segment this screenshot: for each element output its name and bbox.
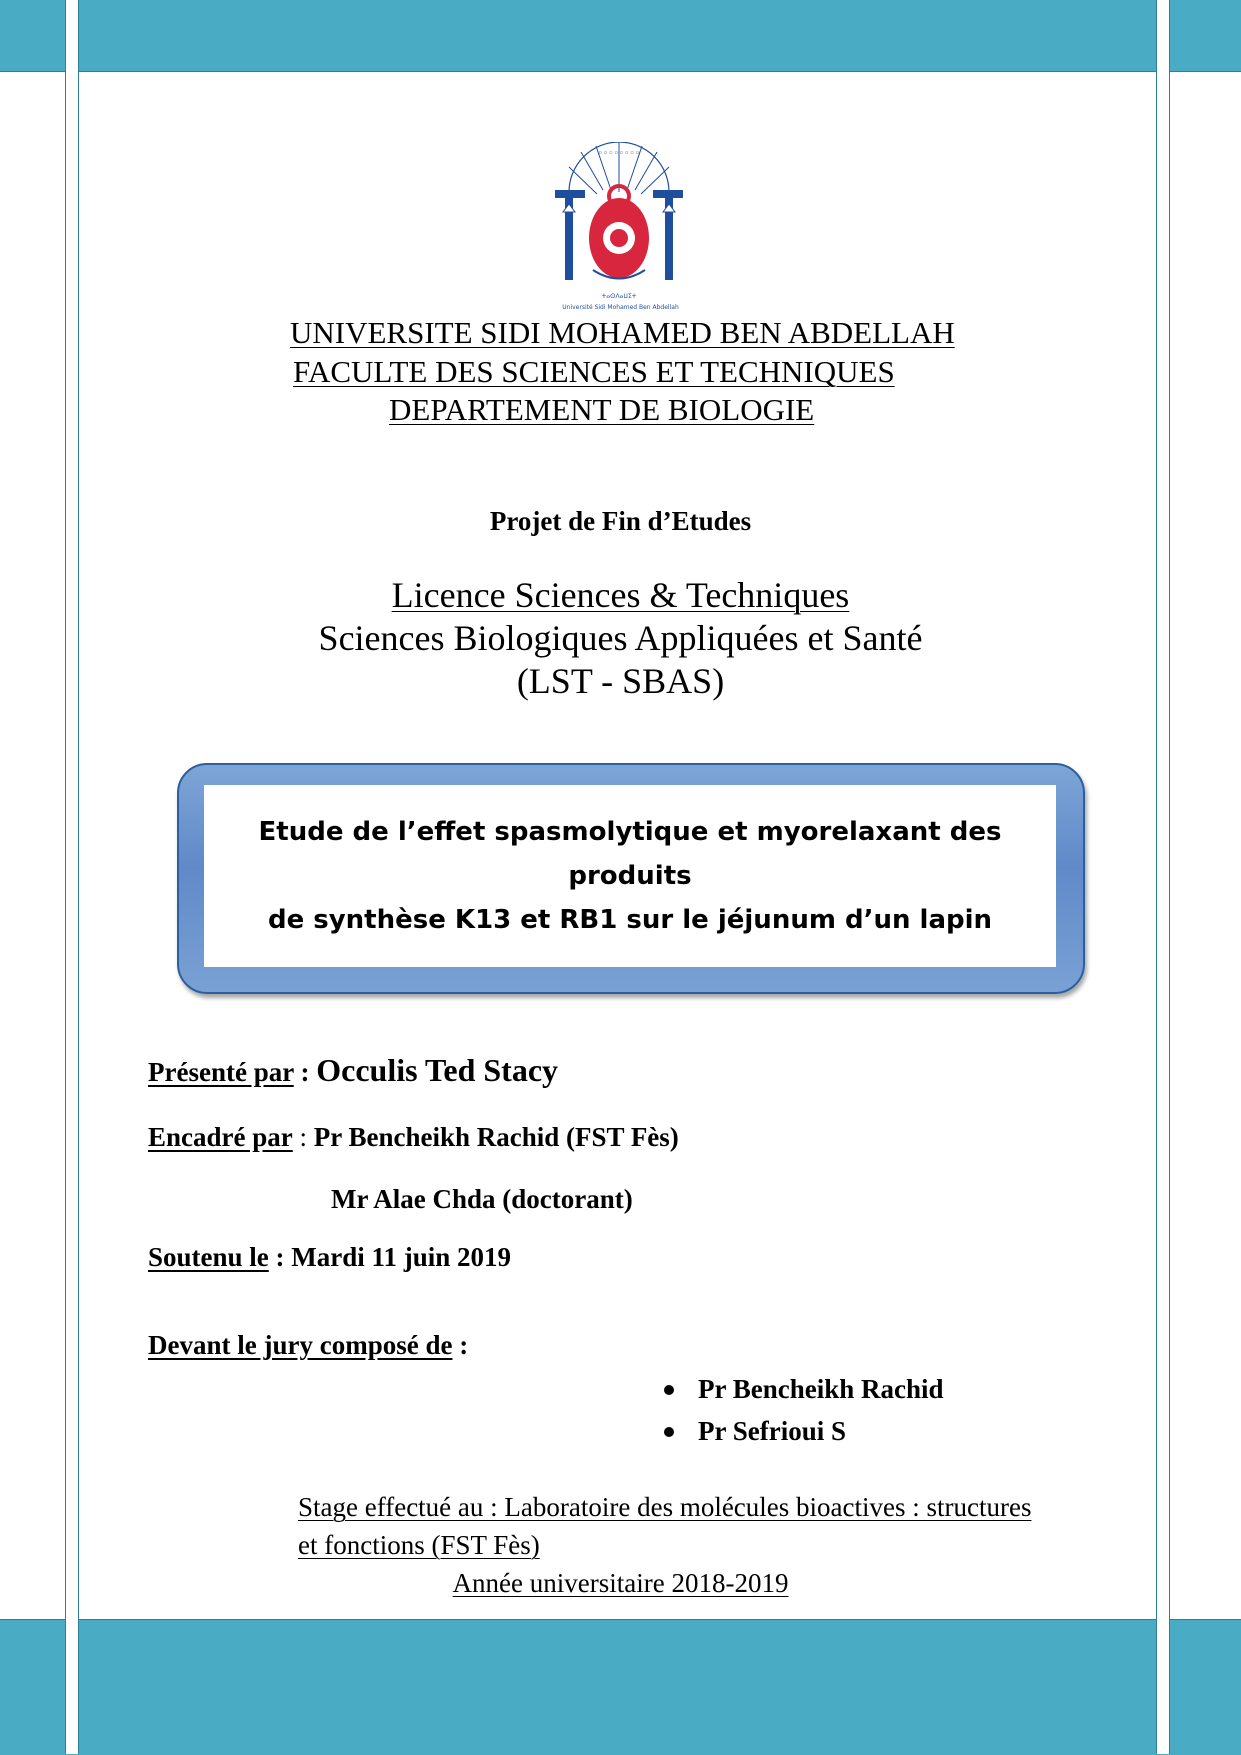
jury-label: Devant le jury composé de <box>148 1330 453 1360</box>
department-name: DEPARTEMENT DE BIOLOGIE <box>389 392 815 427</box>
internship-line-1: Stage effectué au : Laboratoire des molécules bioactives : structures <box>298 1492 1032 1522</box>
program-abbreviation: (LST - SBAS) <box>516 661 725 701</box>
internship-info <box>298 1488 1098 1564</box>
thesis-title <box>204 785 1056 967</box>
jury-member: Pr Sefrioui S <box>660 1410 944 1452</box>
program-name: Sciences Biologiques Appliquées et Santé <box>318 618 923 658</box>
jury-list <box>660 1368 944 1452</box>
faculty-name: FACULTE DES SCIENCES ET TECHNIQUES <box>293 354 895 389</box>
svg-text:◦◦◦◦◦◦◦◦: ◦◦◦◦◦◦◦◦ <box>597 149 641 159</box>
logo-caption: Université Sidi Mohamed Ben Abdellah <box>562 304 679 311</box>
university-name: UNIVERSITE SIDI MOHAMED BEN ABDELLAH <box>290 315 955 350</box>
jury-row: Devant le jury composé de : <box>148 1330 469 1360</box>
defended-row: Soutenu le : Mardi 11 juin 2019 <box>148 1242 512 1272</box>
supervised-label: Encadré par <box>148 1122 293 1152</box>
presenter-name: Occulis Ted Stacy <box>316 1052 559 1088</box>
academic-year: Année universitaire 2018-2019 <box>452 1568 789 1598</box>
thesis-title-line-2: de synthèse K13 et RB1 sur le jéjunum d’un lapin <box>267 905 993 935</box>
internship-line-2: et fonctions (FST Fès) <box>298 1530 540 1560</box>
academic-year-row <box>0 1564 1241 1602</box>
presented-by-row: Présenté par : Occulis Ted Stacy <box>148 1052 559 1088</box>
bottom-band <box>0 1619 1241 1755</box>
thesis-title-box <box>177 763 1085 994</box>
supervisor-2: Mr Alae Chda (doctorant) <box>331 1184 633 1214</box>
university-logo <box>551 142 687 310</box>
supervisor-1: Pr Bencheikh Rachid (FST Fès) <box>313 1122 679 1152</box>
degree-name: Licence Sciences & Techniques <box>391 575 850 615</box>
supervised-by-row: Encadré par : Pr Bencheikh Rachid (FST Fès) <box>148 1122 679 1152</box>
defended-date: Mardi 11 juin 2019 <box>291 1242 512 1272</box>
frame-left-line <box>65 0 79 1754</box>
svg-text:ⵜⴰⵙⴷⴰⵡⵉⵜ: ⵜⴰⵙⴷⴰⵡⵉⵜ <box>601 293 637 300</box>
jury-member: Pr Bencheikh Rachid <box>660 1368 944 1410</box>
degree-block <box>0 574 1241 703</box>
presented-label: Présenté par <box>148 1057 294 1087</box>
thesis-title-line-1: Etude de l’effet spasmolytique et myorelaxant des produits <box>258 817 1002 891</box>
frame-right-line <box>1156 0 1170 1754</box>
defended-label: Soutenu le <box>148 1242 269 1272</box>
top-band <box>0 0 1241 72</box>
project-type: Projet de Fin d’Etudes <box>489 506 752 536</box>
